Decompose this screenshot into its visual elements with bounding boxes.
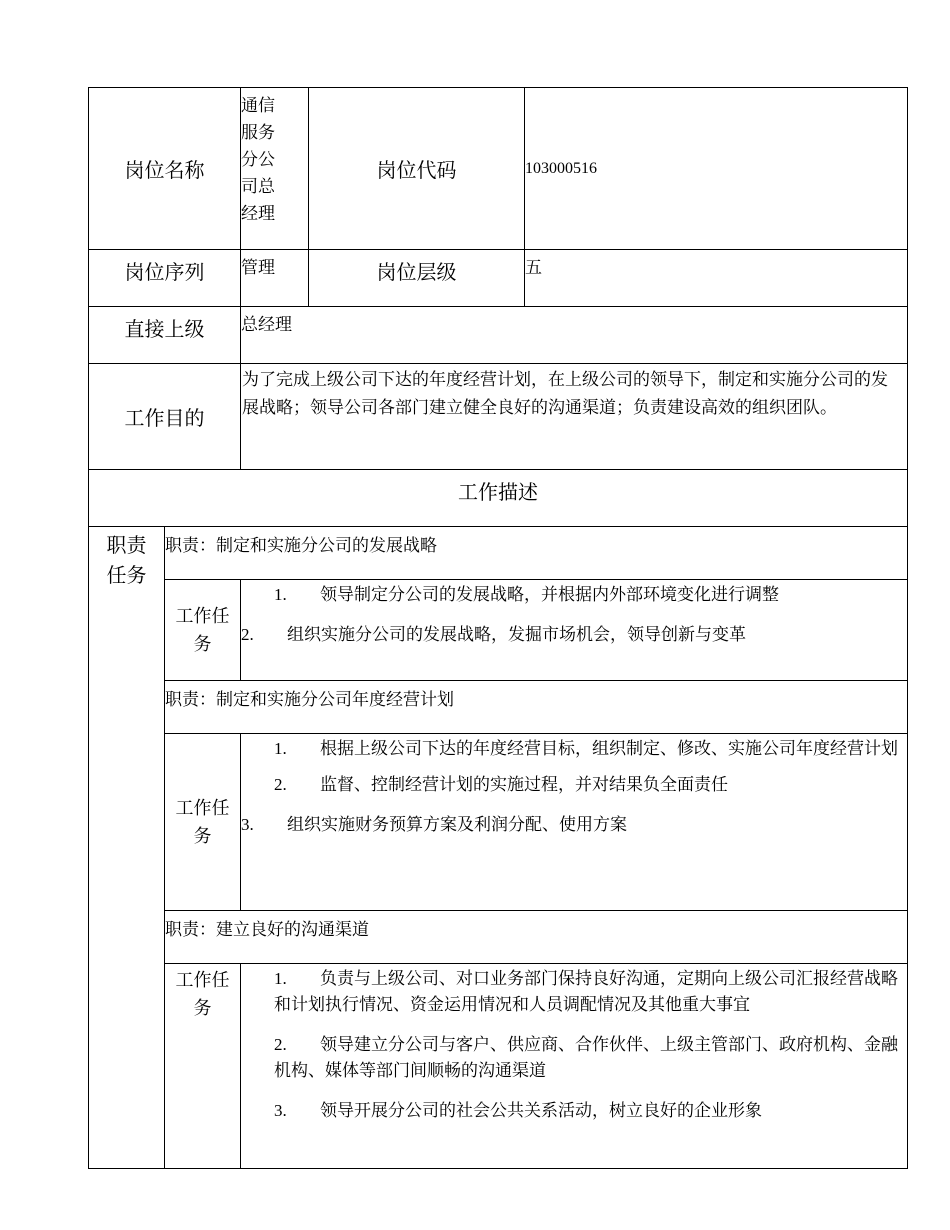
duty-title-3: 职责：建立良好的沟通渠道 <box>165 911 908 964</box>
task-label-3 <box>165 964 241 1169</box>
task-label-text: 工作任务 <box>175 798 230 846</box>
task-item <box>241 1098 899 1124</box>
duty-2-tasks <box>241 734 908 911</box>
task-text: 监督、控制经营计划的实施过程，并对结果负全面责任 <box>320 775 728 794</box>
duty-title-1: 职责：制定和实施分公司的发展战略 <box>165 527 908 580</box>
task-number: 2. <box>241 625 254 644</box>
position-name-text: 通信服务分公司总经理 <box>241 96 275 223</box>
duty-title-2: 职责：制定和实施分公司年度经营计划 <box>165 681 908 734</box>
section-title: 工作描述 <box>89 470 908 527</box>
position-series-label: 岗位序列 <box>89 250 241 307</box>
task-text: 领导开展分公司的社会公共关系活动，树立良好的企业形象 <box>320 1101 762 1120</box>
work-purpose-value: 为了完成上级公司下达的年度经营计划，在上级公司的领导下，制定和实施分公司的发展战略；领导公司各部门建立健全良好的沟通渠道；负责建设高效的组织团队。 <box>241 364 908 470</box>
position-code-label: 岗位代码 <box>309 88 525 250</box>
duty-3-tasks <box>241 964 908 1169</box>
task-text: 组织实施财务预算方案及利润分配、使用方案 <box>287 815 627 834</box>
task-item <box>241 772 899 798</box>
task-text: 负责与上级公司、对口业务部门保持良好沟通，定期向上级公司汇报经营战略和计划执行情况、资金运用情况和人员调配情况及其他重大事宜 <box>274 969 898 1014</box>
task-number: 1. <box>274 969 287 988</box>
task-item <box>241 812 899 838</box>
duties-label-text: 职责任务 <box>106 535 147 587</box>
position-code-value: 103000516 <box>525 88 908 250</box>
task-text: 领导制定分公司的发展战略，并根据内外部环境变化进行调整 <box>320 585 779 604</box>
job-description-table <box>88 87 908 1169</box>
position-name-value <box>241 88 309 250</box>
task-item <box>241 966 899 1018</box>
position-level-label: 岗位层级 <box>309 250 525 307</box>
position-name-label: 岗位名称 <box>89 88 241 250</box>
task-number: 2. <box>274 1035 287 1054</box>
position-level-value: 五 <box>525 250 908 307</box>
task-item <box>241 736 899 762</box>
task-number: 2. <box>274 775 287 794</box>
task-label-1 <box>165 580 241 681</box>
task-label-2 <box>165 734 241 911</box>
task-label-text: 工作任务 <box>175 606 230 654</box>
task-text: 组织实施分公司的发展战略，发掘市场机会，领导创新与变革 <box>287 625 746 644</box>
task-item <box>241 1032 899 1084</box>
direct-superior-value: 总经理 <box>241 307 908 364</box>
task-number: 1. <box>274 739 287 758</box>
duties-label <box>89 527 165 1169</box>
task-number: 3. <box>241 815 254 834</box>
work-purpose-label: 工作目的 <box>89 364 241 470</box>
task-number: 1. <box>274 585 287 604</box>
task-number: 3. <box>274 1101 287 1120</box>
task-item <box>241 582 899 608</box>
position-series-value: 管理 <box>241 250 309 307</box>
task-label-text: 工作任务 <box>175 970 230 1018</box>
duty-1-tasks <box>241 580 908 681</box>
task-item <box>241 622 899 648</box>
task-text: 领导建立分公司与客户、供应商、合作伙伴、上级主管部门、政府机构、金融机构、媒体等部门间顺畅的沟通渠道 <box>274 1035 898 1080</box>
direct-superior-label: 直接上级 <box>89 307 241 364</box>
task-text: 根据上级公司下达的年度经营目标，组织制定、修改、实施公司年度经营计划 <box>320 739 898 758</box>
